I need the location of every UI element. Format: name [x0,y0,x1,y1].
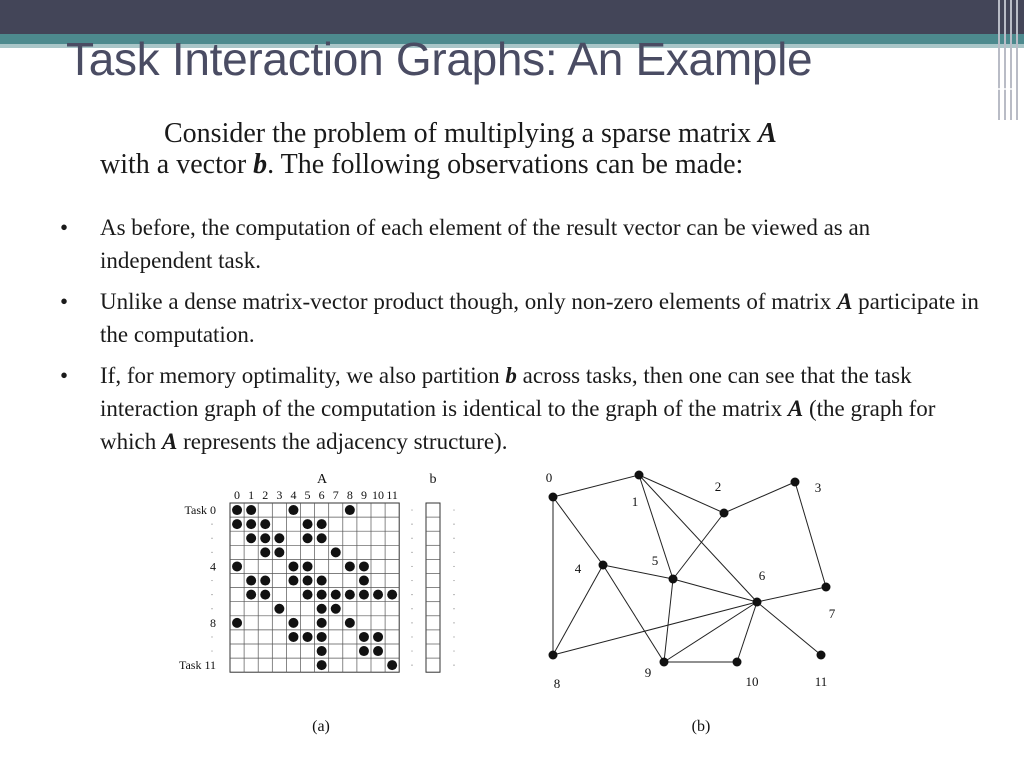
bullet-icon: • [60,363,69,388]
nonzero-dot [288,632,298,642]
row-tick [211,594,212,595]
nonzero-dot [317,632,327,642]
matrix-var: A [161,429,178,454]
column-label: 7 [332,488,339,502]
graph-node [660,658,669,667]
vector-tick [453,622,454,623]
nonzero-dot [246,505,256,515]
row-tick [211,580,212,581]
nonzero-dot [345,505,355,515]
nonzero-dot [260,547,270,557]
nonzero-dot [317,576,327,586]
figure-a-caption: (a) [312,718,330,735]
nonzero-dot [317,604,327,614]
vector-tick [453,552,454,553]
nonzero-dot [303,519,313,529]
row-label: 4 [210,559,216,574]
vector-tick [411,538,412,539]
nonzero-dot [387,660,397,670]
vector-tick [411,665,412,666]
nonzero-dot [288,576,298,586]
vector-tick [411,650,412,651]
graph-node-label: 10 [745,674,759,689]
nonzero-dot [274,604,284,614]
vector-tick [411,636,412,637]
column-label: 6 [318,488,325,502]
nonzero-dot [345,618,355,628]
column-label: 3 [276,488,283,502]
column-label: 4 [290,488,297,502]
nonzero-dot [317,590,327,600]
vector-tick [411,608,412,609]
row-tick [211,552,212,553]
graph-node-label: 5 [651,553,659,568]
nonzero-dot [359,632,369,642]
graph-edge [664,579,673,662]
graph-node [791,478,800,487]
graph-edge [673,579,757,602]
vector-label: b [429,472,437,487]
nonzero-dot [303,590,313,600]
vector-tick [411,524,412,525]
figure-b-interaction-graph [546,470,836,735]
nonzero-dot [317,533,327,543]
bullet-text: across tasks, then one can see that the task interaction graph of the computation is identical to the graph of the matrix [100,363,912,421]
graph-edge [639,475,757,602]
nonzero-dot [345,590,355,600]
nonzero-dot [246,519,256,529]
column-label: 10 [372,488,385,502]
graph-node [635,471,644,480]
graph-node [549,493,558,502]
vector-tick [453,636,454,637]
column-label: 2 [262,488,269,502]
row-label: Task 11 [178,658,216,673]
graph-node [822,583,831,592]
nonzero-dot [288,561,298,571]
nonzero-dot [260,533,270,543]
bullet-icon: • [60,289,69,314]
intro-text: . The following observations can be made: [267,149,744,180]
row-tick [211,636,212,637]
row-tick [211,538,212,539]
bullet-text: As before, the computation of each element of the result vector can be viewed as an independent task. [100,215,871,273]
graph-edge [553,565,603,655]
nonzero-dot [373,632,383,642]
nonzero-dot [303,533,313,543]
nonzero-dot [331,547,341,557]
bullet-text: participate in the computation. [100,289,979,347]
graph-node [669,575,678,584]
nonzero-dot [317,618,327,628]
nonzero-dot [288,618,298,628]
vector-tick [453,650,454,651]
nonzero-dot [246,533,256,543]
graph-edge [553,497,603,565]
nonzero-dot [232,618,242,628]
bullet-text: (the graph for which [100,396,936,454]
nonzero-dot [232,505,242,515]
column-label: 8 [346,488,353,502]
nonzero-dot [317,646,327,656]
graph-node-label: 1 [631,494,639,509]
graph-node-label: 11 [814,674,828,689]
nonzero-dot [246,590,256,600]
intro-text: Consider the problem of multiplying a sparse matrix [164,118,759,149]
column-label: 9 [360,488,367,502]
vector-var: b [505,363,517,388]
intro-text: with a vector [100,149,254,180]
graph-node-label: 9 [644,665,652,680]
graph-node [599,561,608,570]
vector-tick [453,665,454,666]
vector-tick [411,509,412,510]
graph-node [753,598,762,607]
graph-node [549,651,558,660]
vector-var: b [253,149,268,180]
vector-tick [453,580,454,581]
bullet-icon: • [60,215,69,240]
vector-tick [411,552,412,553]
graph-node [817,651,826,660]
graph-edge [795,482,826,587]
matrix-var: A [758,118,777,149]
vector-tick [453,524,454,525]
vector-tick [453,594,454,595]
nonzero-dot [303,576,313,586]
graph-node-label: 7 [828,606,836,621]
vector-tick [411,622,412,623]
graph-edge [639,475,724,513]
graph-edge [673,513,724,579]
graph-node-label: 6 [758,568,766,583]
column-label: 11 [386,488,398,502]
graph-edge [757,602,821,655]
vector-tick [453,509,454,510]
vector-tick [453,608,454,609]
column-label: 0 [234,488,241,502]
nonzero-dot [345,561,355,571]
graph-edge [724,482,795,513]
column-label: 1 [248,488,255,502]
slide-title-text: Task Interaction Graphs: An Example [66,33,813,85]
vector-tick [453,538,454,539]
nonzero-dot [359,590,369,600]
graph-node-label: 2 [714,479,722,494]
vector-tick [411,594,412,595]
nonzero-dot [331,604,341,614]
vector-tick [453,566,454,567]
nonzero-dot [303,561,313,571]
graph-edge [603,565,673,579]
nonzero-dot [288,505,298,515]
nonzero-dot [373,646,383,656]
graph-node [720,509,729,518]
matrix-var: A [787,396,804,421]
nonzero-dot [359,576,369,586]
nonzero-dot [232,519,242,529]
graph-node-label: 3 [814,480,822,495]
nonzero-dot [359,646,369,656]
graph-node-label: 4 [574,561,582,576]
nonzero-dot [260,576,270,586]
graph-node-label: 0 [545,470,553,485]
column-label: 5 [304,488,311,502]
graph-edge [664,602,757,662]
nonzero-dot [387,590,397,600]
bullet-text: represents the adjacency structure). [177,429,508,454]
nonzero-dot [317,660,327,670]
figure-a-sparse-matrix [179,472,455,735]
row-tick [211,524,212,525]
graph-edge [737,602,757,662]
nonzero-dot [373,590,383,600]
graph-node [733,658,742,667]
figure-b-caption: (b) [691,718,711,735]
nonzero-dot [317,519,327,529]
row-label: 8 [210,615,216,630]
graph-edge [603,565,664,662]
nonzero-dot [246,576,256,586]
matrix-var: A [837,289,853,314]
nonzero-dot [232,561,242,571]
bullet-text: Unlike a dense matrix-vector product though, only non-zero elements of matrix [100,289,838,314]
nonzero-dot [303,632,313,642]
matrix-label: A [316,472,328,487]
vector-tick [411,566,412,567]
row-label: Task 0 [184,503,216,518]
nonzero-dot [359,561,369,571]
bullet-text: If, for memory optimality, we also partition [100,363,506,388]
nonzero-dot [274,547,284,557]
row-tick [211,608,212,609]
nonzero-dot [274,533,284,543]
row-tick [211,650,212,651]
vector-tick [411,580,412,581]
nonzero-dot [260,519,270,529]
nonzero-dot [260,590,270,600]
graph-node-label: 8 [553,676,561,691]
nonzero-dot [331,590,341,600]
graph-edge [553,475,639,497]
graph-edge [757,587,826,602]
